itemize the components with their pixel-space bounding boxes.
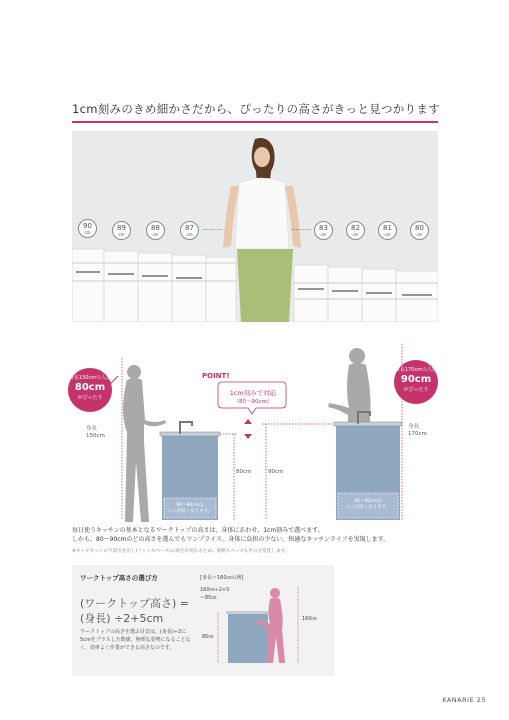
right-range-note: 86〜90cmは ここが高くなります。 <box>345 499 391 510</box>
point-text-2: （80〜90cm） <box>233 399 273 405</box>
right-height-label: 身長 170cm <box>408 424 427 438</box>
formula-line-1: (ワークトップ高さ) = <box>80 597 189 610</box>
point-text-1: 1cm刻みで対応 <box>229 389 277 397</box>
page-title: 1cm刻みのきめ細かさだから、ぴったりの高さがきっと見つかります <box>72 102 440 116</box>
formula-line-2: (身長) ÷2+5cm <box>80 612 164 625</box>
dim-80-label: 80cm <box>236 469 252 475</box>
height-marker-87: 87 cm <box>180 221 199 240</box>
example-counter-dim: 85㎝ <box>202 634 214 640</box>
point-label: POINT! <box>202 372 230 380</box>
height-marker-88: 88 cm <box>146 221 165 240</box>
left-range-note: 80〜84cmは ここが低くなります。 <box>167 503 213 514</box>
page-footer <box>442 696 486 704</box>
left-recommend-badge: 身長150cmの人は 80cm がぴったり <box>68 368 112 412</box>
dim-90-label: 90cm <box>268 469 284 475</box>
left-person-silhouette <box>123 365 166 522</box>
body-paragraph: 毎日使うキッチンの基本となるワークトップの高さは、身体にあわせ、1cm刻みで選べます。 しかも、80〜90cmのどの高さを選んでもワンプライス。身体に負担の少ない、快適なキッチンライフを実現します。 <box>72 527 390 544</box>
height-marker-82: 82 cm <box>346 221 365 240</box>
right-recommend-badge: 身長170cmの人は 90cm がぴったり <box>394 360 438 404</box>
height-diagram <box>68 338 438 522</box>
example-calc-2: ＝85㎝ <box>200 595 217 601</box>
howto-description: ワークトップの高さを選ぶ目安は、(身長)÷2に5cmをプラスした数値。無理な姿勢になることなく、効率よく作業ができる高さなのです。 <box>80 629 191 651</box>
diagram-graphics <box>72 338 438 522</box>
height-marker-83: 83 cm <box>314 221 333 240</box>
footnote: ※キャビネットの下段引き出し(フットスペース)の高さが変わるため、収納スペースもその分変化します。 <box>72 549 290 554</box>
height-ellipsis-right: ……… <box>291 224 312 232</box>
height-ellipsis-left: ……… <box>202 224 223 232</box>
title-underline <box>72 121 438 123</box>
page-number: 25 <box>476 696 486 704</box>
brand-name: KANARIE <box>442 696 475 704</box>
example-calc-1: 160㎝÷2+5 <box>200 587 230 593</box>
left-height-label: 身長 150cm <box>86 426 105 440</box>
height-marker-81: 81 cm <box>378 221 397 240</box>
height-marker-80: 80 cm <box>410 221 429 240</box>
howto-box <box>72 565 334 676</box>
example-label: [身長＝160㎝の例] <box>200 575 244 581</box>
example-height-dim: 160㎝ <box>302 616 317 622</box>
howto-title: ワークトップ高さの選び方 <box>80 574 158 582</box>
height-marker-90: 90 cm <box>78 219 97 238</box>
height-marker-89: 89 cm <box>112 221 131 240</box>
kitchen-photo <box>72 131 438 322</box>
